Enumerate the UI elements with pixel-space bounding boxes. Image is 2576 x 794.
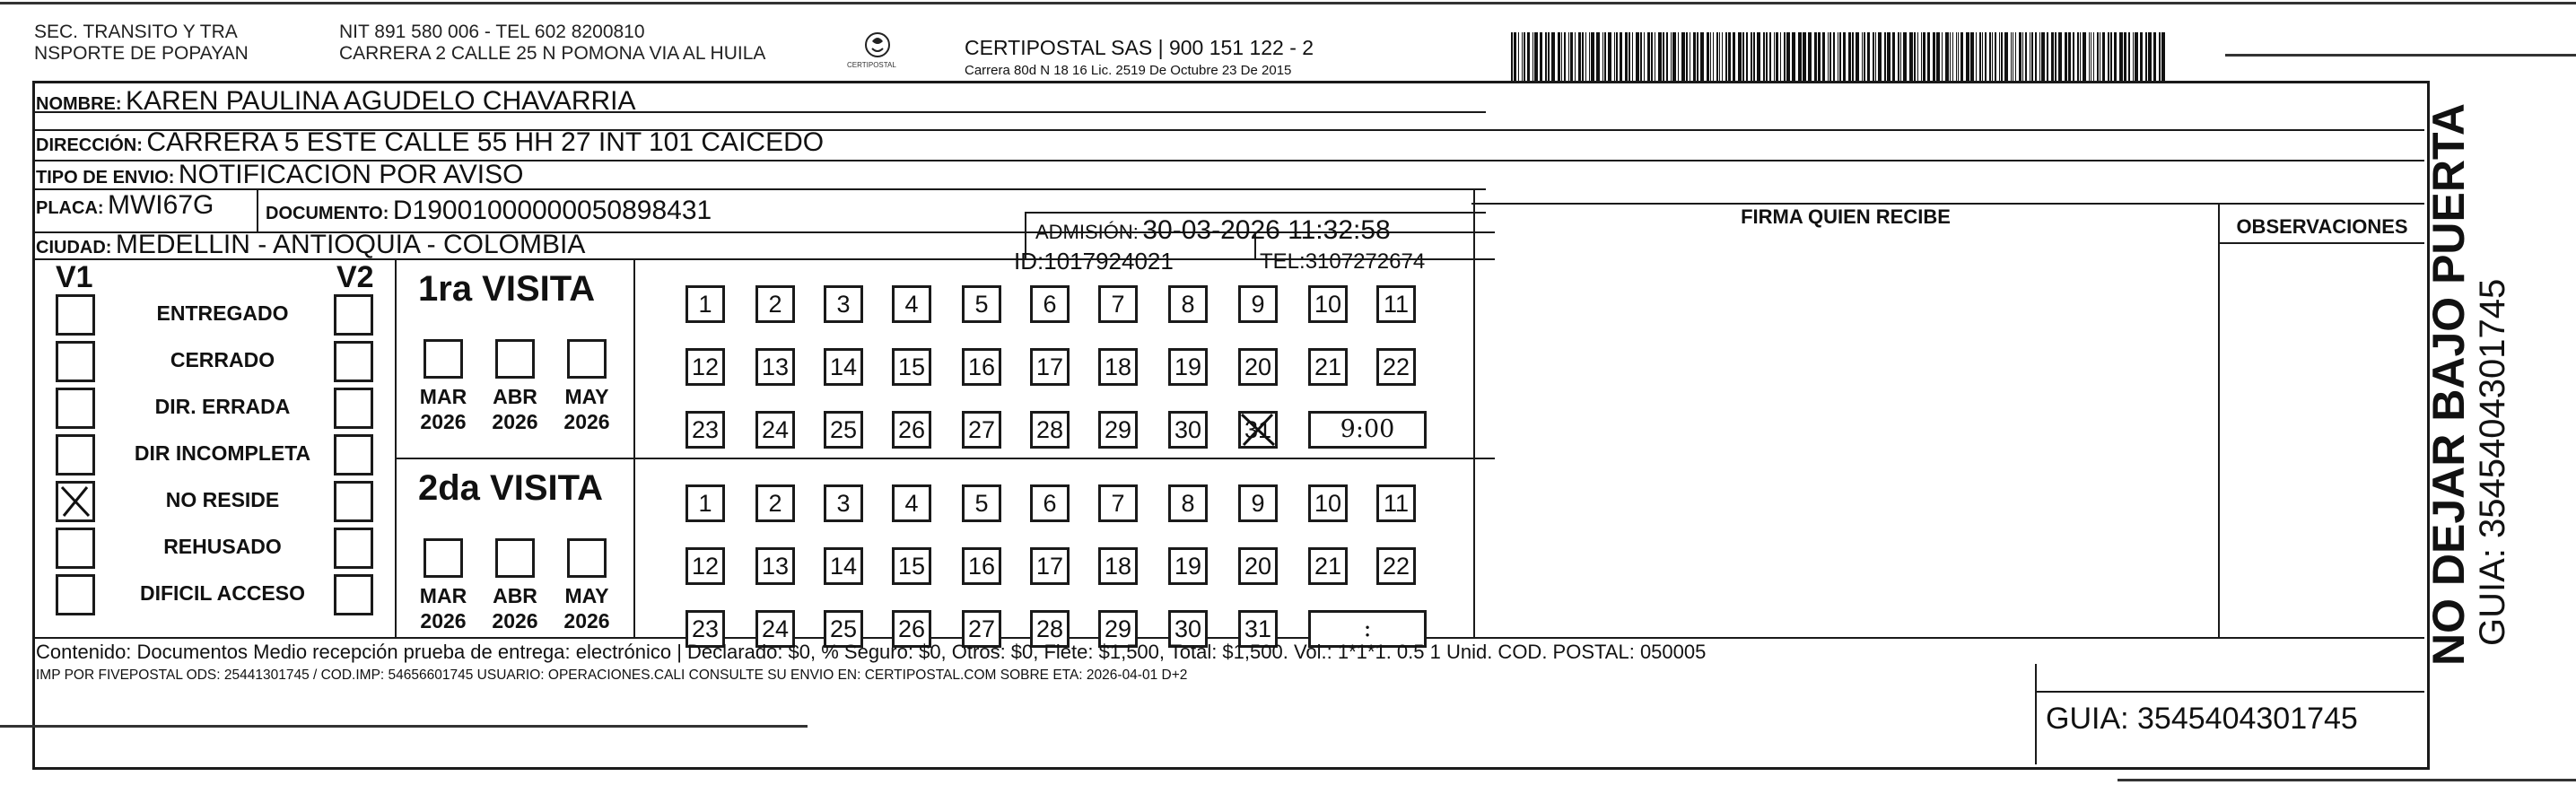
nombre-row bbox=[36, 86, 636, 117]
day-box[interactable]: 3 bbox=[824, 285, 863, 323]
day-box[interactable]: 28 bbox=[1030, 411, 1070, 449]
month-year: 2026 bbox=[563, 609, 610, 633]
month-checkbox[interactable] bbox=[567, 339, 607, 379]
day-box[interactable]: 3 bbox=[824, 484, 863, 522]
day-box[interactable]: 24 bbox=[755, 411, 795, 449]
visit-title: 1ra VISITA bbox=[418, 269, 596, 309]
status-option-label: DIR INCOMPLETA bbox=[134, 441, 311, 465]
status-option-label: CERRADO bbox=[170, 348, 275, 371]
direccion-label: DIRECCIÓN: bbox=[36, 135, 143, 155]
day-box[interactable]: 26 bbox=[892, 411, 931, 449]
observaciones-area[interactable] bbox=[2220, 244, 2423, 635]
guia-footer: GUIA: 3545404301745 bbox=[2046, 702, 2358, 736]
id-label: ID: bbox=[1014, 248, 1044, 275]
status-option-label: DIFICIL ACCESO bbox=[139, 581, 305, 605]
day-box[interactable]: 10 bbox=[1308, 285, 1348, 323]
month-year: 2026 bbox=[420, 410, 467, 433]
courier-address: Carrera 80d N 18 16 Lic. 2519 De Octubre 23 De 2015 bbox=[965, 63, 1292, 78]
month-label bbox=[486, 384, 544, 434]
nombre-label: NOMBRE: bbox=[36, 94, 122, 114]
day-box[interactable]: 25 bbox=[824, 610, 863, 648]
day-box[interactable]: 13 bbox=[755, 348, 795, 386]
logo-caption: CERTIPOSTAL bbox=[847, 61, 896, 69]
day-box[interactable]: 9 bbox=[1238, 484, 1278, 522]
day-box[interactable]: 17 bbox=[1030, 348, 1070, 386]
day-box[interactable]: 30 bbox=[1168, 610, 1208, 648]
ciudad-row bbox=[36, 230, 585, 260]
sender-nit-line: NIT 891 580 006 - TEL 602 8200810 bbox=[339, 22, 645, 42]
day-box[interactable]: 19 bbox=[1168, 348, 1208, 386]
day-box[interactable]: 12 bbox=[685, 547, 725, 585]
v2-checkbox[interactable] bbox=[334, 294, 373, 336]
sender-address-line: CARRERA 2 CALLE 25 N POMONA VIA AL HUILA bbox=[339, 43, 766, 64]
v1-heading: V1 bbox=[56, 260, 93, 294]
placa-value: MWI67G bbox=[108, 190, 214, 220]
day-box[interactable]: 25 bbox=[824, 411, 863, 449]
nombre-value: KAREN PAULINA AGUDELO CHAVARRIA bbox=[126, 86, 636, 116]
day-box[interactable]: 16 bbox=[962, 547, 1001, 585]
day-box[interactable]: 26 bbox=[892, 610, 931, 648]
day-box[interactable]: 29 bbox=[1098, 610, 1138, 648]
month-year: 2026 bbox=[420, 609, 467, 633]
v2-checkbox[interactable] bbox=[334, 434, 373, 476]
day-box[interactable]: 5 bbox=[962, 285, 1001, 323]
day-box[interactable]: 9 bbox=[1238, 285, 1278, 323]
tel-value: 3107272674 bbox=[1305, 249, 1426, 274]
month-year: 2026 bbox=[563, 410, 610, 433]
month-name: MAY bbox=[564, 385, 609, 408]
day-box[interactable]: 8 bbox=[1168, 484, 1208, 522]
day-box[interactable]: 11 bbox=[1376, 484, 1416, 522]
day-box[interactable]: 10 bbox=[1308, 484, 1348, 522]
sender-entity bbox=[34, 22, 249, 65]
month-label bbox=[558, 384, 616, 434]
month-label bbox=[415, 384, 472, 434]
day-box[interactable]: 18 bbox=[1098, 547, 1138, 585]
month-label bbox=[558, 583, 616, 633]
day-box[interactable]: 29 bbox=[1098, 411, 1138, 449]
day-box[interactable]: 24 bbox=[755, 610, 795, 648]
status-option-label: REHUSADO bbox=[163, 535, 282, 558]
day-box[interactable]: 30 bbox=[1168, 411, 1208, 449]
documento-label: DOCUMENTO: bbox=[266, 204, 389, 223]
guia-side: GUIA: 3545404301745 bbox=[2473, 278, 2512, 646]
v2-checkbox[interactable] bbox=[334, 574, 373, 615]
month-label bbox=[486, 583, 544, 633]
day-box[interactable]: 8 bbox=[1168, 285, 1208, 323]
day-box[interactable]: 14 bbox=[824, 348, 863, 386]
day-box[interactable]: 22 bbox=[1376, 547, 1416, 585]
month-checkbox[interactable] bbox=[495, 339, 535, 379]
placa-label: PLACA: bbox=[36, 198, 104, 218]
day-box[interactable]: 12 bbox=[685, 348, 725, 386]
documento-row bbox=[266, 196, 712, 226]
direccion-row bbox=[36, 127, 824, 158]
day-box[interactable]: 22 bbox=[1376, 348, 1416, 386]
v2-checkbox[interactable] bbox=[334, 341, 373, 382]
contenido-line: Contenido: Documentos Medio recepción prueba de entrega: electrónico | Declarado: $0, % Seguro: $0, Otros: $0, Flete: $1,500, Total: $1,500. Vol.: 1*1*1. 0.5 1 Unid. COD. POSTAL: 050005 bbox=[36, 641, 1707, 663]
v1-checkbox[interactable] bbox=[56, 388, 95, 429]
tipo-envio-row bbox=[36, 160, 523, 190]
status-option-label: NO RESIDE bbox=[165, 488, 280, 511]
time-box[interactable]: : bbox=[1308, 610, 1427, 648]
signature-area[interactable] bbox=[1474, 233, 2217, 635]
no-dejar-warning: NO DEJAR BAJO PUERTA bbox=[2423, 103, 2474, 666]
status-option-label: ENTREGADO bbox=[156, 301, 289, 325]
day-box[interactable]: 1 bbox=[685, 484, 725, 522]
admision-row bbox=[1035, 215, 1391, 246]
day-box[interactable]: 21 bbox=[1308, 348, 1348, 386]
day-box[interactable]: 28 bbox=[1030, 610, 1070, 648]
tel-label: TEL: bbox=[1260, 249, 1305, 274]
id-row bbox=[1014, 248, 1174, 275]
day-box[interactable]: 2 bbox=[755, 484, 795, 522]
observaciones-heading: OBSERVACIONES bbox=[2236, 215, 2408, 238]
admision-value: 30-03-2026 11:32:58 bbox=[1142, 215, 1391, 245]
day-box[interactable]: 6 bbox=[1030, 285, 1070, 323]
certipostal-logo bbox=[847, 31, 903, 74]
day-box[interactable]: 19 bbox=[1168, 547, 1208, 585]
day-box[interactable]: 20 bbox=[1238, 547, 1278, 585]
day-box[interactable]: 27 bbox=[962, 610, 1001, 648]
month-checkbox[interactable] bbox=[567, 538, 607, 578]
month-year: 2026 bbox=[492, 410, 538, 433]
firma-heading: FIRMA QUIEN RECIBE bbox=[1741, 205, 1951, 228]
month-checkbox[interactable] bbox=[424, 538, 463, 578]
day-box[interactable]: 23 bbox=[685, 411, 725, 449]
month-name: MAR bbox=[419, 385, 467, 408]
v1-checkbox[interactable] bbox=[56, 574, 95, 615]
v2-checkbox[interactable] bbox=[334, 481, 373, 522]
day-number: 31 bbox=[1244, 416, 1272, 443]
day-box[interactable] bbox=[1238, 411, 1278, 449]
day-box[interactable]: 16 bbox=[962, 348, 1001, 386]
tipo-envio-value: NOTIFICACION POR AVISO bbox=[178, 160, 524, 189]
v1-checkbox[interactable] bbox=[56, 481, 95, 522]
day-box[interactable]: 17 bbox=[1030, 547, 1070, 585]
visit-title: 2da VISITA bbox=[418, 468, 603, 508]
direccion-value: CARRERA 5 ESTE CALLE 55 HH 27 INT 101 CAICEDO bbox=[146, 127, 825, 157]
status-option-label: DIR. ERRADA bbox=[154, 395, 291, 418]
day-box[interactable]: 13 bbox=[755, 547, 795, 585]
day-box[interactable]: 4 bbox=[892, 484, 931, 522]
placa-row bbox=[36, 190, 214, 221]
month-name: MAR bbox=[419, 584, 467, 607]
imp-line: IMP POR FIVEPOSTAL ODS: 25441301745 / COD.IMP: 54656601745 USUARIO: OPERACIONES.CALI CONSULTE SU ENVIO EN: CERTIPOSTAL.COM SOBRE ETA: 2026-04-01 D+2 bbox=[36, 667, 1188, 683]
day-box[interactable]: 27 bbox=[962, 411, 1001, 449]
day-box[interactable]: 2 bbox=[755, 285, 795, 323]
month-checkbox[interactable] bbox=[495, 538, 535, 578]
day-cross-mark bbox=[1238, 411, 1278, 449]
day-box[interactable]: 14 bbox=[824, 547, 863, 585]
month-checkbox[interactable] bbox=[424, 339, 463, 379]
v1-checkbox[interactable] bbox=[56, 294, 95, 336]
day-box[interactable]: 1 bbox=[685, 285, 725, 323]
month-name: MAY bbox=[564, 584, 609, 607]
month-name: ABR bbox=[493, 584, 537, 607]
month-year: 2026 bbox=[492, 609, 538, 633]
documento-value: D19001000000050898431 bbox=[392, 196, 712, 225]
tipo-envio-label: TIPO DE ENVIO: bbox=[36, 168, 175, 188]
v1-checkbox[interactable] bbox=[56, 434, 95, 476]
day-box[interactable]: 4 bbox=[892, 285, 931, 323]
v2-checkbox[interactable] bbox=[334, 528, 373, 569]
day-box[interactable]: 15 bbox=[892, 547, 931, 585]
sender-entity-line-2: NSPORTE DE POPAYAN bbox=[34, 43, 249, 64]
admision-label: ADMISIÓN: bbox=[1035, 221, 1139, 243]
sender-contact bbox=[339, 22, 765, 65]
day-box[interactable]: 31 bbox=[1238, 610, 1278, 648]
sender-entity-line-1: SEC. TRANSITO Y TRA bbox=[34, 22, 238, 42]
time-box[interactable]: 9:00 bbox=[1308, 411, 1427, 449]
month-name: ABR bbox=[493, 385, 537, 408]
v2-heading: V2 bbox=[336, 260, 374, 294]
v1-checkbox[interactable] bbox=[56, 341, 95, 382]
day-box[interactable]: 23 bbox=[685, 610, 725, 648]
v1-checkbox[interactable] bbox=[56, 528, 95, 569]
ciudad-label: CIUDAD: bbox=[36, 238, 112, 257]
day-box[interactable]: 7 bbox=[1098, 484, 1138, 522]
month-label bbox=[415, 583, 472, 633]
day-box[interactable]: 18 bbox=[1098, 348, 1138, 386]
day-box[interactable]: 5 bbox=[962, 484, 1001, 522]
ciudad-value: MEDELLIN - ANTIOQUIA - COLOMBIA bbox=[115, 230, 586, 259]
v2-checkbox[interactable] bbox=[334, 388, 373, 429]
id-value: 1017924021 bbox=[1043, 248, 1174, 275]
tel-row bbox=[1260, 249, 1425, 275]
day-box[interactable]: 20 bbox=[1238, 348, 1278, 386]
day-box[interactable]: 6 bbox=[1030, 484, 1070, 522]
day-box[interactable]: 7 bbox=[1098, 285, 1138, 323]
day-box[interactable]: 11 bbox=[1376, 285, 1416, 323]
day-box[interactable]: 15 bbox=[892, 348, 931, 386]
courier-name: CERTIPOSTAL SAS | 900 151 122 - 2 bbox=[965, 36, 1314, 59]
day-box[interactable]: 21 bbox=[1308, 547, 1348, 585]
